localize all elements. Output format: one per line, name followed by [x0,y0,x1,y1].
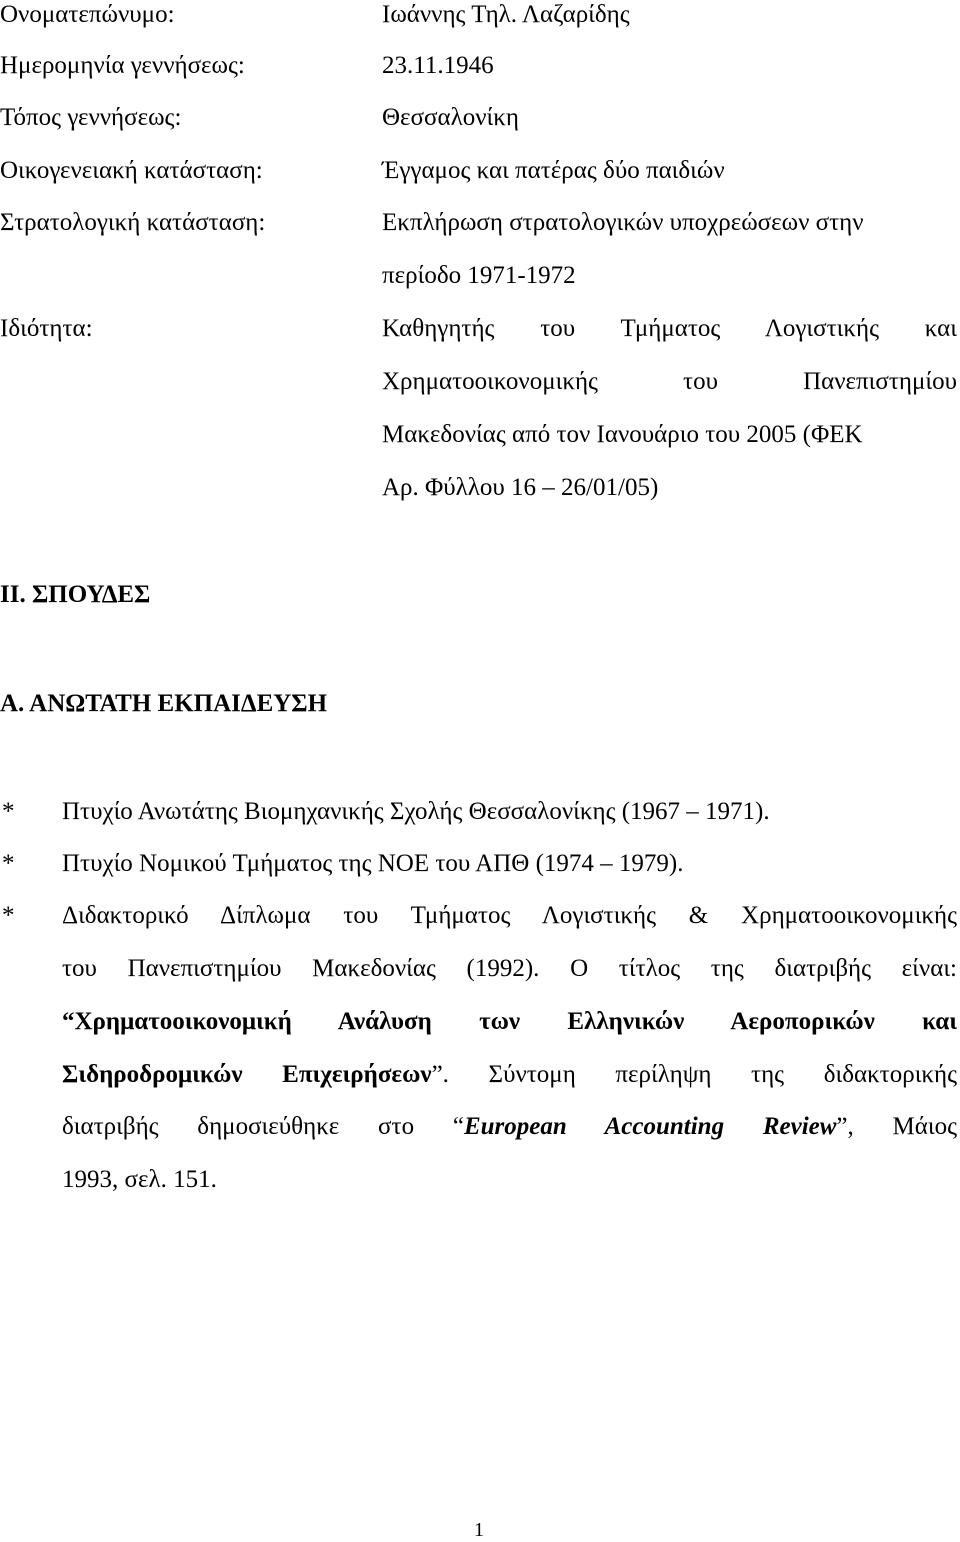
phd-line: 1993, σελ. 151. [62,1166,217,1193]
published-text: διατριβής δημοσιεύθηκε στο “ [62,1113,464,1140]
bullet: * [2,850,15,877]
position-value-line: Μακεδονίας από τον Ιανουάριο του 2005 (ΦΕΚ [382,421,863,448]
position-value-line: Αρ. Φύλλου 16 – 26/01/05) [382,474,659,501]
phd-line: Διδακτορικό Δίπλωμα του Τμήματος Λογιστικής & Χρηματοοικονομικής [62,902,957,929]
name-value: Ιωάννης Τηλ. Λαζαρίδης [382,1,630,28]
publication-date: ”, Μάιος [836,1113,957,1140]
phd-line: του Πανεπιστημίου Μακεδονίας (1992). Ο τίτλος της διατριβής είναι: [62,955,957,982]
military-status-label: Στρατολογική κατάσταση: [0,209,266,236]
subsection-heading: Α. ΑΝΩΤΑΤΗ ΕΚΠΑΙΔΕΥΣΗ [0,690,328,717]
section-heading: II. ΣΠΟΥΔΕΣ [0,581,151,608]
position-value-line: Χρηματοοικονομικής του Πανεπιστημίου [382,368,957,395]
name-label: Ονοματεπώνυμο: [0,1,175,28]
thesis-title-end: Σιδηροδρομικών Επιχειρήσεων [62,1061,432,1088]
birthdate-label: Ημερομηνία γεννήσεως: [0,52,245,79]
bullet: * [2,902,15,929]
military-status-value-line: περίοδο 1971-1972 [382,262,576,289]
family-status-value: Έγγαμος και πατέρας δύο παιδιών [382,157,725,184]
position-label: Ιδιότητα: [0,315,93,342]
page-number: 1 [474,1519,484,1541]
journal-name: European Accounting Review [463,1113,837,1140]
birthplace-label: Τόπος γεννήσεως: [0,104,182,131]
thesis-title: “Χρηματοοικονομική Ανάλυση των Ελληνικών Αεροπορικών και [62,1008,957,1035]
list-item: Πτυχίο Ανωτάτης Βιομηχανικής Σχολής Θεσσαλονίκης (1967 – 1971). [62,798,770,825]
list-item: Πτυχίο Νομικού Τμήματος της ΝΟΕ του ΑΠΘ (1974 – 1979). [62,850,684,877]
phd-line [62,1112,957,1142]
summary-text: ”. Σύντομη περίληψη της διδακτορικής [431,1061,957,1088]
birthdate-value: 23.11.1946 [382,52,494,79]
position-value-line: Καθηγητής του Τμήματος Λογιστικής και [382,315,957,342]
bullet: * [2,798,15,825]
phd-line [62,1060,957,1090]
military-status-value-line: Εκπλήρωση στρατολογικών υποχρεώσεων στην [382,209,864,236]
family-status-label: Οικογενειακή κατάσταση: [0,157,263,184]
birthplace-value: Θεσσαλονίκη [382,104,519,131]
